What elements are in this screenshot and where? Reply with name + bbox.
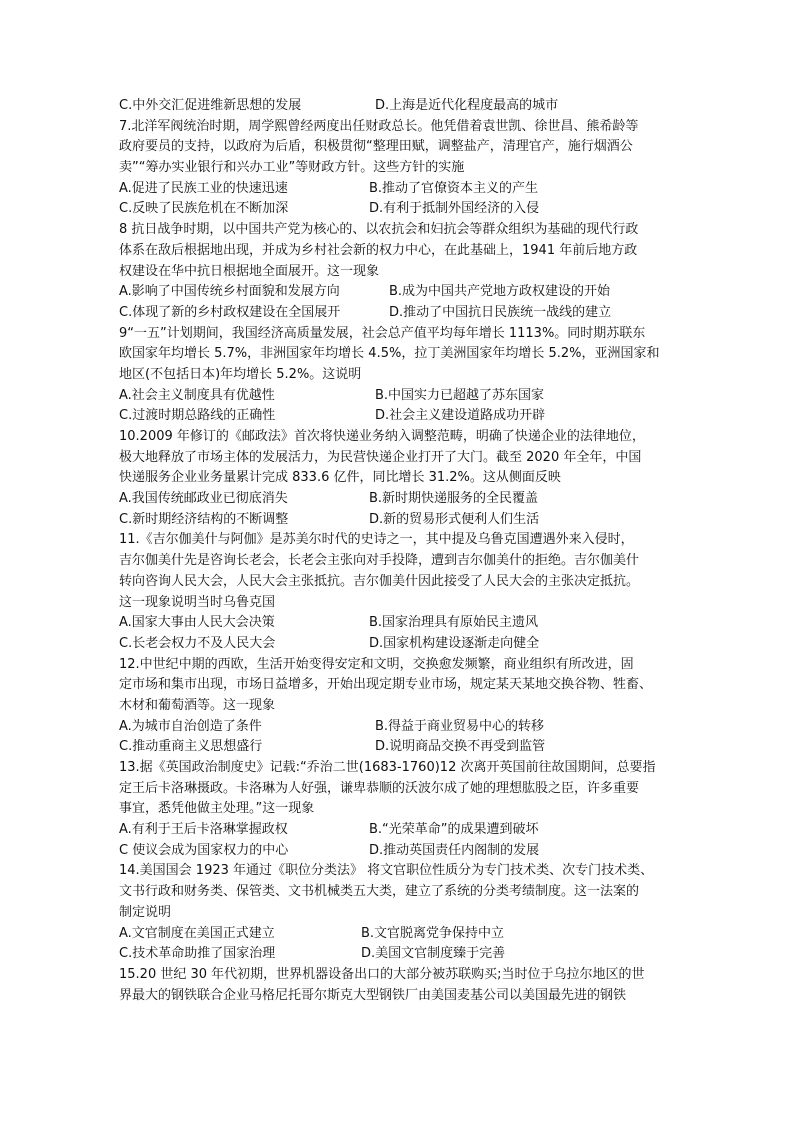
option-row	[119, 199, 684, 220]
question-stem-line: 权建设在华中抗日根据地全面展开。这一现象	[119, 263, 380, 279]
option-row	[119, 717, 684, 738]
question-stem-line: 卖”“筹办实业银行和兴办工业”等财政方针。这些方针的实施	[119, 160, 465, 176]
option-row	[119, 489, 684, 510]
answer-option[interactable]: B.新时期快递服务的全民覆盖	[369, 491, 539, 507]
answer-option[interactable]: A.我国传统邮政业已彻底消失	[119, 491, 288, 507]
option-row	[119, 924, 684, 945]
question-stem-line: 8 抗日战争时期，以中国共产党为核心的、以农抗会和妇抗会等群众组织为基础的现代行政	[119, 222, 639, 238]
answer-option[interactable]: A.为城市自治创造了条件	[119, 718, 262, 734]
question-stem-line: 这一现象说明当时乌鲁克国	[119, 594, 276, 610]
question-stem-line: 政府要员的支持，以政府为后盾，积极贯彻“整理田赋，调整盐产，清理官产，施行烟酒公	[119, 139, 633, 155]
option-row	[119, 179, 684, 200]
answer-option[interactable]: C.技术革命助推了国家治理	[119, 946, 276, 962]
answer-option[interactable]: A.社会主义制度具有优越性	[119, 387, 275, 403]
answer-option[interactable]: A.促进了民族工业的快速迅速	[119, 180, 288, 196]
question-block	[119, 530, 684, 654]
question-stem-line: 定王后卡洛琳摄政。卡洛琳为人好强，谦卑恭顺的沃波尔成了她的理想肱股之臣，许多重要	[119, 780, 640, 796]
question-6-options-cd	[119, 96, 684, 117]
answer-option[interactable]: C.体现了新的乡村政权建设在全国展开	[119, 304, 341, 320]
answer-option[interactable]: A.影响了中国传统乡村面貌和发展方向	[119, 284, 340, 300]
question-stem-line: 7.北洋军阀统治时期，周学熙曾经两度出任财政总长。他凭借着袁世凯、徐世昌、熊希龄等	[119, 118, 639, 134]
answer-option[interactable]: C.长老会权力不及人民大会	[119, 635, 276, 651]
option-row	[119, 303, 684, 324]
answer-option[interactable]: C.新时期经济结构的不断调整	[119, 511, 289, 527]
question-stem-line: 制定说明	[119, 904, 172, 920]
answer-option[interactable]: D.美国文官制度臻于完善	[361, 946, 506, 962]
option-c: C.中外交汇促进维新思想的发展	[119, 98, 302, 113]
question-stem-line: 吉尔伽美什先是咨询长老会，长老会主张向对手投降，遭到吉尔伽美什的拒绝。吉尔伽美什	[119, 553, 640, 569]
answer-option[interactable]: D.社会主义建设道路成功开辟	[375, 408, 546, 424]
answer-option[interactable]: C.反映了民族危机在不断加深	[119, 201, 289, 217]
question-block	[119, 117, 684, 220]
question-stem-line: 9“一五”计划期间，我国经济高质量发展，社会总产值平均每年增长 1113%。同时期苏联东	[119, 325, 646, 341]
answer-option[interactable]: A.国家大事由人民大会决策	[119, 615, 275, 631]
question-stem-line: 快递服务企业业务量累计完成 833.6 亿件，同比增长 31.2%。这从侧面反映	[119, 470, 561, 486]
option-row	[119, 634, 684, 655]
option-row	[119, 386, 684, 407]
answer-option[interactable]: D.国家机构建设逐渐走向健全	[369, 635, 540, 651]
question-block	[119, 427, 684, 530]
question-stem-line: 15.20 世纪 30 年代初期，世界机器设备出口的大部分被苏联购买;当时位于乌拉尔地区的世	[119, 966, 645, 982]
answer-option[interactable]: B.“光荣革命”的成果遭到破坏	[369, 822, 539, 838]
answer-option[interactable]: B.国家治理具有原始民主遗风	[369, 615, 539, 631]
answer-option[interactable]: D.说明商品交换不再受到监管	[375, 739, 546, 755]
answer-option[interactable]: B.中国实力已超越了苏东国家	[375, 387, 545, 403]
option-row	[119, 737, 684, 758]
answer-option[interactable]: B.文官脱离党争保持中立	[361, 925, 505, 941]
answer-option[interactable]: A.有利于王后卡洛琳掌握政权	[119, 822, 288, 838]
answer-option[interactable]: D.推动了中国抗日民族统一战线的建立	[389, 304, 612, 320]
question-block	[119, 324, 684, 427]
question-stem-line: 13.据《英国政治制度史》记载:“乔治二世(1683-1760)12 次离开英国前往故国期间，总要指	[119, 760, 656, 775]
answer-option[interactable]: C.过渡时期总路线的正确性	[119, 408, 276, 424]
question-stem-line: 木材和葡萄酒等。这一现象	[119, 697, 276, 713]
question-stem-line: 极大地释放了市场主体的发展活力，为民营快递企业打开了大门。截至 2020 年全年，中国	[119, 449, 642, 465]
question-stem-line: 体系在敌后根据地出现，并成为乡村社会新的权力中心，在此基础上，1941 年前后地方政	[119, 242, 638, 258]
question-stem-line: 地区(不包括日本)年均增长 5.2%。这说明	[119, 366, 362, 382]
option-row	[119, 406, 684, 427]
question-stem-line: 10.2009 年修订的《邮政法》首次将快递业务纳入调整范畴，明确了快递企业的法律地位，	[119, 429, 645, 444]
answer-option[interactable]: C.推动重商主义思想盛行	[119, 739, 263, 755]
answer-option[interactable]: A.文官制度在美国正式建立	[119, 925, 275, 941]
answer-option[interactable]: B.得益于商业贸易中心的转移	[375, 718, 545, 734]
question-block	[119, 655, 684, 758]
answer-option[interactable]: D.有利于抵制外国经济的入侵	[369, 201, 540, 217]
answer-option[interactable]: C 使议会成为国家权力的中心	[119, 842, 289, 858]
question-block	[119, 965, 684, 1006]
question-stem-line: 定市场和集市出现，市场日益增多，开始出现定期专业市场，规定某天某地交换谷物、牲畜、	[119, 677, 653, 693]
question-stem-line: 欧国家年均增长 5.7%，非洲国家年均增长 4.5%，拉丁美洲国家年均增长 5.2%，亚洲国家和	[119, 346, 660, 362]
answer-option[interactable]: B.推动了官僚资本主义的产生	[369, 180, 539, 196]
answer-option[interactable]: B.成为中国共产党地方政权建设的开始	[389, 284, 611, 300]
question-stem-line: 11.《吉尔伽美什与阿伽》是苏美尔时代的史诗之一，其中提及乌鲁克国遭遇外来入侵时，	[119, 532, 634, 548]
question-stem-line: 文书行政和财务类、保管类、文书机械类五大类，建立了系统的分类考绩制度。这一法案的	[119, 884, 640, 900]
question-stem-line: 14.美国国会 1923 年通过《职位分类法》 将文官职位性质分为专门技术类、次专门技术类、	[119, 863, 654, 879]
option-row	[119, 944, 684, 965]
option-row	[119, 841, 684, 862]
option-row	[119, 510, 684, 531]
exam-content	[119, 96, 684, 1006]
answer-option[interactable]: D.新的贸易形式便利人们生活	[369, 511, 540, 527]
option-d: D.上海是近代化程度最高的城市	[375, 98, 559, 113]
question-stem-line: 事宜，悉凭他做主处理。”这一现象	[119, 801, 315, 817]
question-stem-line: 12.中世纪中期的西欧，生活开始变得安定和文明，交换愈发频繁，商业组织有所改进，固	[119, 656, 634, 672]
question-block	[119, 861, 684, 964]
option-row	[119, 613, 684, 634]
answer-option[interactable]: D.推动英国责任内阁制的发展	[369, 842, 540, 858]
question-stem-line: 界最大的钢铁联合企业马格尼托哥尔斯克大型钢铁厂由美国麦基公司以美国最先进的钢铁	[119, 987, 627, 1003]
option-row	[119, 820, 684, 841]
option-row	[119, 282, 684, 303]
question-block	[119, 758, 684, 861]
question-stem-line: 转向咨询人民大会，人民大会主张抵抗。吉尔伽美什因此接受了人民大会的主张决定抵抗。	[119, 573, 640, 589]
question-block	[119, 220, 684, 323]
